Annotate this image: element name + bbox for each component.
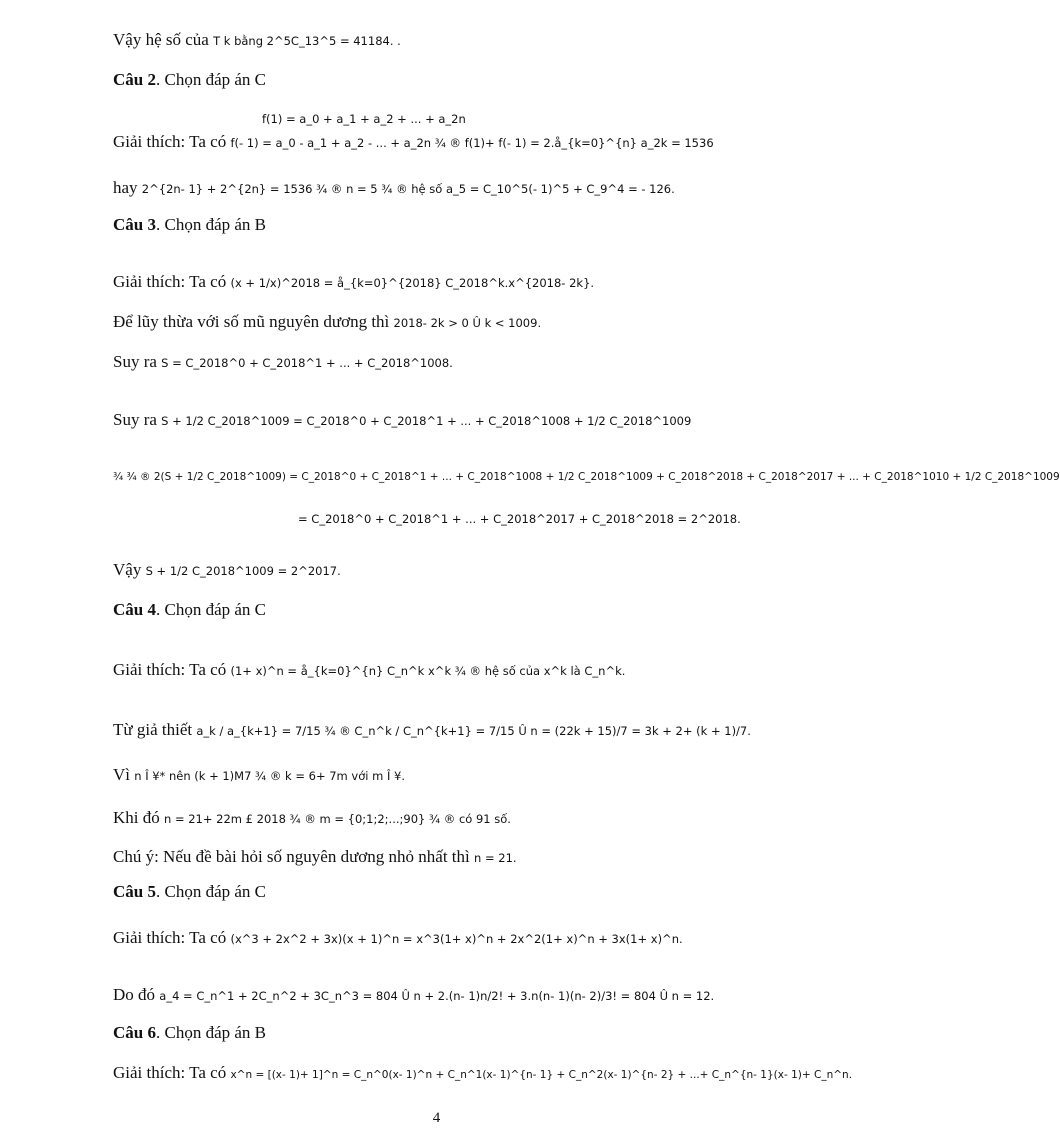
formula: (1+ x)^n = å_{k=0}^{n} C_n^k x^k ¾ ® hệ số của x^k là C_n^k. [230, 664, 626, 678]
formula: S = C_2018^0 + C_2018^1 + ... + C_2018^1008. [161, 356, 453, 370]
text: Giải thích: Ta có [113, 1063, 227, 1082]
answer-choice: . Chọn đáp án B [155, 215, 267, 234]
text: Suy ra [113, 352, 157, 371]
line-cau3-sum [113, 352, 453, 372]
formula: a_4 = C_n^1 + 2C_n^2 + 3C_n^3 = 804 Û n + 2.(n- 1)n/2! + 3.n(n- 1)(n- 2)/3! = 804 Û n = 12. [159, 989, 715, 1003]
text: Vì [113, 765, 130, 784]
answer-choice: . Chọn đáp án C [155, 882, 267, 901]
text: Do đó [113, 985, 156, 1004]
formula: S + 1/2 C_2018^1009 = C_2018^0 + C_2018^1 + ... + C_2018^1008 + 1/2 C_2018^1009 [161, 414, 692, 428]
line-cau2-explanation [113, 132, 714, 152]
question-label: Câu 5 [113, 882, 156, 901]
heading-cau-6 [113, 1023, 266, 1043]
line-cau4-note [113, 847, 517, 867]
line-cau5-explanation [113, 928, 683, 948]
formula: (x + 1/x)^2018 = å_{k=0}^{2018} C_2018^k.x^{2018- 2k}. [230, 276, 595, 290]
formula: n = 21. [474, 851, 517, 865]
line-cau4-explanation [113, 660, 625, 680]
formula: T k bằng 2^5C_13^5 = 41184. . [213, 34, 401, 48]
line-cau3-explanation [113, 272, 594, 292]
text: Khi đó [113, 808, 160, 827]
text: Vậy hệ số của [113, 30, 209, 49]
line-cau5-result [113, 985, 714, 1005]
formula: f(- 1) = a_0 - a_1 + a_2 - ... + a_2n ¾ ® f(1)+ f(- 1) = 2.å_{k=0}^{n} a_2k = 1536 [230, 136, 714, 150]
heading-cau-2 [113, 70, 266, 90]
formula: x^n = [(x- 1)+ 1]^n = C_n^0(x- 1)^n + C_n^1(x- 1)^{n- 1} + C_n^2(x- 1)^{n- 2} + ...+ C_n^{n- 1}(x- 1)+ C_n^n. [230, 1069, 853, 1081]
text: Giải thích: Ta có [113, 272, 227, 291]
formula: S + 1/2 C_2018^1009 = 2^2017. [145, 564, 341, 578]
line-cau4-count [113, 808, 511, 828]
line-cau4-hypothesis [113, 720, 751, 740]
text: Giải thích: Ta có [113, 132, 227, 151]
question-label: Câu 4 [113, 600, 156, 619]
question-label: Câu 6 [113, 1023, 156, 1042]
line-cau3-total [298, 508, 741, 528]
line-cau2-result [113, 178, 675, 198]
formula: (x^3 + 2x^2 + 3x)(x + 1)^n = x^3(1+ x)^n + 2x^2(1+ x)^n + 3x(1+ x)^n. [230, 932, 683, 946]
heading-cau-3 [113, 215, 266, 235]
text: hay [113, 178, 138, 197]
line-cau3-sum-half [113, 410, 691, 430]
line-cau3-double [113, 465, 1060, 485]
formula-system-top [262, 108, 466, 128]
line-cau3-condition [113, 312, 541, 332]
text: Giải thích: Ta có [113, 928, 227, 947]
answer-choice: . Chọn đáp án C [155, 600, 267, 619]
formula: 2^{2n- 1} + 2^{2n} = 1536 ¾ ® n = 5 ¾ ® hệ số a_5 = C_10^5(- 1)^5 + C_9^4 = - 126. [141, 182, 675, 196]
formula: n Î ¥* nên (k + 1)M7 ¾ ® k = 6+ 7m với m Î ¥. [134, 769, 405, 783]
heading-cau-4 [113, 600, 266, 620]
formula: = C_2018^0 + C_2018^1 + ... + C_2018^2017 + C_2018^2018 = 2^2018. [298, 512, 741, 526]
heading-cau-5 [113, 882, 266, 902]
text: Giải thích: Ta có [113, 660, 227, 679]
question-label: Câu 3 [113, 215, 156, 234]
formula: ¾ ¾ ® 2(S + 1/2 C_2018^1009) = C_2018^0 + C_2018^1 + ... + C_2018^1008 + 1/2 C_2018^1009 + C_2018^2018 + C_2018^2017 + ... + C_2018^1010 + 1/2 C_2018^1009 [113, 471, 1060, 483]
line-cau6-explanation [113, 1063, 852, 1083]
text: Chú ý: Nếu đề bài hỏi số nguyên dương nhỏ nhất thì [113, 847, 470, 866]
line-t-coefficient [113, 30, 401, 50]
line-cau4-divisibility [113, 765, 405, 785]
text: Từ giả thiết [113, 720, 193, 739]
text: Suy ra [113, 410, 157, 429]
formula: a_k / a_{k+1} = 7/15 ¾ ® C_n^k / C_n^{k+1} = 7/15 Û n = (22k + 15)/7 = 3k + 2+ (k + 1)/7. [196, 724, 751, 738]
formula: 2018- 2k > 0 Û k < 1009. [393, 316, 542, 330]
answer-choice: . Chọn đáp án B [155, 1023, 267, 1042]
answer-choice: . Chọn đáp án C [155, 70, 267, 89]
question-label: Câu 2 [113, 70, 156, 89]
formula: n = 21+ 22m £ 2018 ¾ ® m = {0;1;2;...;90} ¾ ® có 91 số. [164, 812, 511, 826]
line-cau3-conclusion [113, 560, 341, 580]
formula: f(1) = a_0 + a_1 + a_2 + ... + a_2n [262, 112, 466, 126]
page-number: 4 [432, 1110, 441, 1126]
text: Vậy [113, 560, 142, 579]
text: Để lũy thừa với số mũ nguyên dương thì [113, 312, 390, 331]
